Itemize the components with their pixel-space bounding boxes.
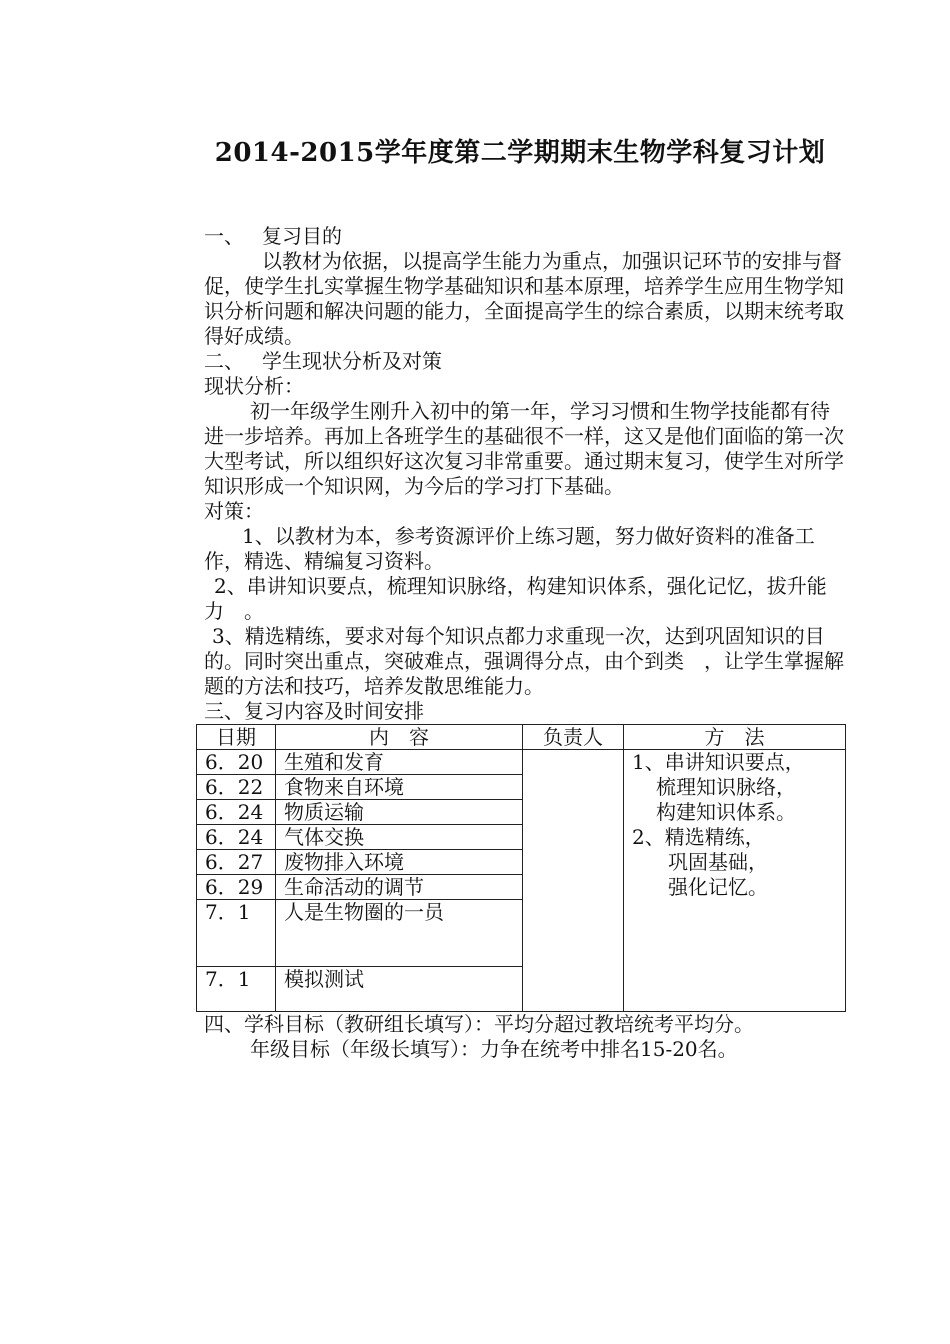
row-content: 生殖和发育	[276, 750, 523, 775]
section4-line: 年级目标（年级长填写）：力争在统考中排名15-20名。	[250, 1037, 738, 1061]
method-line: 强化记忆。	[668, 875, 768, 899]
table-header-row	[197, 725, 846, 750]
strategy-label: 对策：	[204, 499, 264, 523]
row-date: 6．24	[197, 800, 276, 825]
section1-text: 以教材为依据，以提高学生能力为重点，加强识记环节的安排与督促，使学生扎实掌握生物学基础知识和基本原理，培养学生应用生物学知识分析问题和解决问题的能力，全面提高学生的综合素质，以期末统考取得好成绩。	[204, 249, 844, 348]
section2-heading	[204, 349, 844, 374]
row-date: 6．27	[197, 850, 276, 875]
analysis-text: 初一年级学生刚升入初中的第一年，学习习惯和生物学技能都有待进一步培养。再加上各班学生的基础很不一样，这又是他们面临的第一次大型考试，所以组织好这次复习非常重要。通过期末复习，使学生对所学知识形成一个知识网，为今后的学习打下基础。	[204, 399, 844, 498]
table-row	[197, 750, 846, 775]
method-line: 梳理知识脉络，	[656, 775, 796, 799]
row-date: 7．1	[197, 900, 276, 967]
section4-line: 四、学科目标（教研组长填写）：平均分超过教培统考平均分。	[204, 1012, 754, 1036]
section3-heading: 三、复习内容及时间安排	[204, 699, 424, 723]
row-content: 模拟测试	[276, 967, 523, 1012]
document-body	[204, 224, 844, 1062]
row-date: 7．1	[197, 967, 276, 1012]
section2-title: 学生现状分析及对策	[262, 349, 442, 373]
header-content: 内 容	[276, 725, 523, 750]
row-content: 人是生物圈的一员	[276, 900, 523, 967]
header-method: 方 法	[624, 725, 846, 750]
schedule-table	[196, 724, 846, 1012]
strategy-item: 1、以教材为本，参考资源评价上练习题，努力做好资料的准备工作，精选、精编复习资料。	[204, 524, 815, 573]
row-date: 6．24	[197, 825, 276, 850]
row-date: 6．20	[197, 750, 276, 775]
section2-number: 二、	[204, 349, 244, 373]
row-content: 废物排入环境	[276, 850, 523, 875]
header-date: 日期	[197, 725, 276, 750]
analysis-label: 现状分析：	[204, 374, 304, 398]
owner-cell	[523, 750, 624, 1012]
header-owner: 负责人	[523, 725, 624, 750]
row-content: 物质运输	[276, 800, 523, 825]
strategy-item: 2、串讲知识要点，梳理知识脉络，构建知识体系，强化记忆，拔升能力 。	[204, 574, 827, 623]
row-content: 生命活动的调节	[276, 875, 523, 900]
method-line: 2、精选精练，	[632, 825, 765, 849]
method-line: 巩固基础，	[668, 850, 768, 874]
document-title: 2014-2015学年度第二学期期末生物学科复习计划	[214, 138, 826, 168]
method-line: 1、串讲知识要点，	[632, 750, 805, 774]
section1-number: 一、	[204, 224, 244, 248]
row-content: 气体交换	[276, 825, 523, 850]
row-date: 6．29	[197, 875, 276, 900]
strategy-item: 3、精选精练，要求对每个知识点都力求重现一次，达到巩固知识的目的。同时突出重点，突破难点，强调得分点，由个到类 ，让学生掌握解题的方法和技巧，培养发散思维能力。	[204, 624, 844, 698]
section1-title: 复习目的	[262, 224, 342, 248]
row-content: 食物来自环境	[276, 775, 523, 800]
method-line: 构建知识体系。	[656, 800, 796, 824]
section1-heading	[204, 224, 844, 249]
method-cell	[624, 750, 846, 1012]
row-date: 6．22	[197, 775, 276, 800]
